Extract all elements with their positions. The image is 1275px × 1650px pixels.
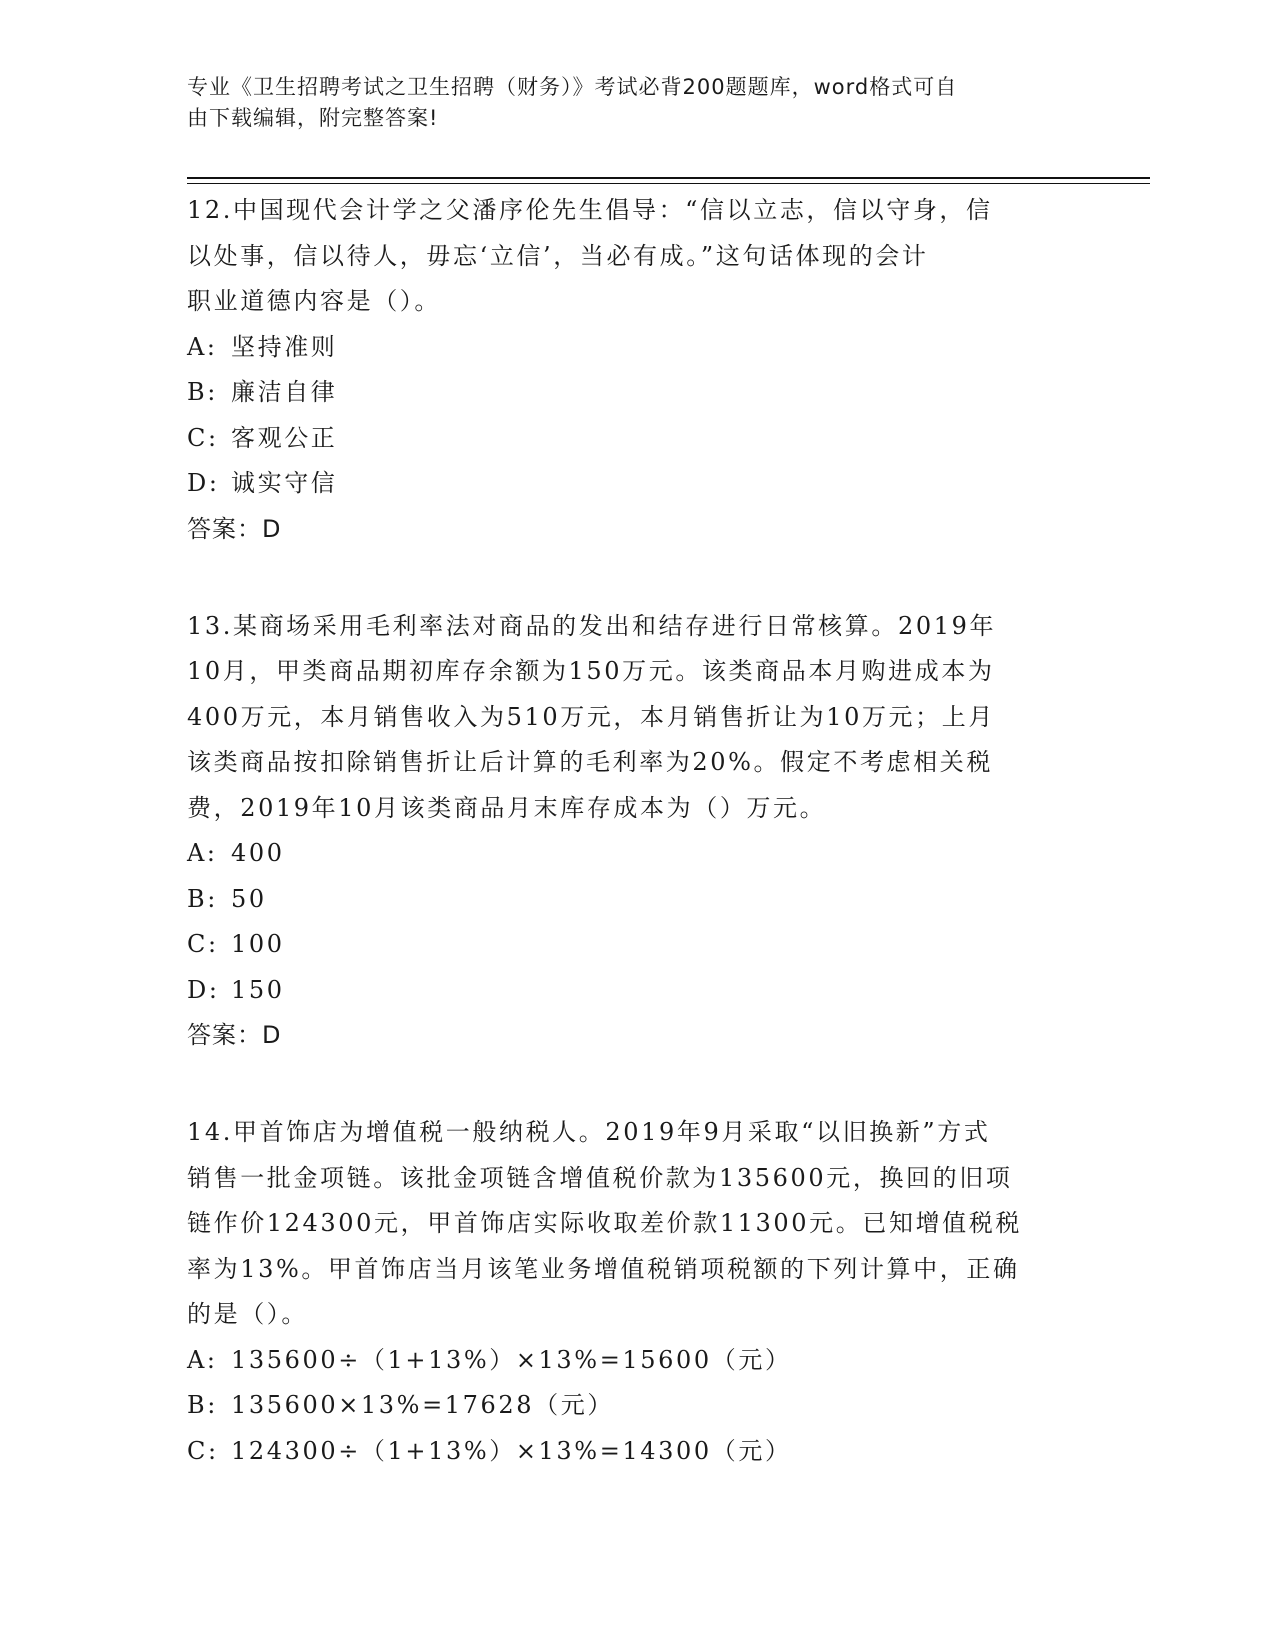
question-stem-line: 400万元，本月销售收入为510万元，本月销售折让为10万元；上月 (187, 702, 995, 731)
question-13 (187, 604, 1087, 1059)
option-b (187, 1383, 1087, 1429)
question-stem-line: 13.某商场采用毛利率法对商品的发出和结存进行日常核算。2019年 (187, 611, 997, 640)
option-b (187, 370, 1087, 416)
option-text: 客观公正 (231, 423, 338, 452)
option-text: 坚持准则 (231, 332, 338, 361)
option-b (187, 877, 1087, 923)
question-spacer (187, 552, 1087, 604)
option-letter: B: (187, 1391, 218, 1419)
question-stem-line: 10月，甲类商品期初库存余额为150万元。该类商品本月购进成本为 (187, 657, 995, 685)
option-letter: B: (187, 378, 218, 406)
question-14 (187, 1110, 1087, 1474)
question-stem-line: 费，2019年10月该类商品月末库存成本为（）万元。 (187, 793, 827, 822)
header-divider-thick (187, 177, 1150, 179)
question-list (187, 188, 1087, 1474)
question-stem-line: 14.甲首饰店为增值税一般纳税人。2019年9月采取“以旧换新”方式 (187, 1118, 991, 1146)
option-a (187, 325, 1087, 371)
answer-line: 答案：D (187, 1021, 282, 1049)
option-letter: A: (187, 839, 218, 867)
question-stem-line: 职业道德内容是（）。 (187, 287, 441, 315)
option-text: 135600×13%=17628（元） (231, 1391, 614, 1419)
question-stem-line: 12.中国现代会计学之父潘序伦先生倡导：“信以立志，信以守身，信 (187, 196, 993, 224)
option-letter: A: (187, 332, 218, 361)
option-letter: B: (187, 884, 218, 913)
option-d (187, 461, 1087, 507)
option-c (187, 922, 1087, 968)
option-text: 50 (231, 884, 267, 913)
option-text: 100 (231, 930, 285, 958)
option-letter: A: (187, 1345, 218, 1374)
question-stem-line: 链作价124300元，甲首饰店实际收取差价款11300元。已知增值税税 (187, 1209, 1022, 1237)
option-text: 135600÷（1+13%）×13%=15600（元） (231, 1345, 792, 1374)
option-letter: D: (187, 975, 220, 1004)
option-text: 150 (231, 975, 285, 1004)
question-spacer (187, 1058, 1087, 1110)
header-line-1: 专业《卫生招聘考试之卫生招聘（财务）》考试必背200题题库，word格式可自 (187, 75, 958, 99)
option-letter: C: (187, 423, 219, 452)
option-letter: D: (187, 469, 220, 497)
question-stem-line: 销售一批金项链。该批金项链含增值税价款为135600元，换回的旧项 (187, 1163, 1013, 1192)
header-line-2: 由下载编辑，附完整答案! (187, 106, 439, 130)
question-stem-line: 该类商品按扣除销售折让后计算的毛利率为20%。假定不考虑相关税 (187, 748, 993, 776)
question-stem-line: 率为13%。甲首饰店当月该笔业务增值税销项税额的下列计算中，正确 (187, 1254, 1020, 1283)
option-c (187, 416, 1087, 462)
option-a (187, 1338, 1087, 1384)
question-stem-line: 以处事，信以待人，毋忘‘立信’，当必有成。”这句话体现的会计 (187, 241, 929, 270)
answer-line: 答案：D (187, 514, 282, 543)
header-divider-thin (187, 183, 1150, 184)
option-text: 廉洁自律 (231, 378, 338, 406)
option-letter: C: (187, 930, 219, 958)
option-text: 400 (231, 839, 285, 867)
question-stem-line: 的是（）。 (187, 1300, 308, 1328)
option-text: 诚实守信 (231, 469, 338, 497)
option-d (187, 968, 1087, 1014)
option-a (187, 831, 1087, 877)
document-header (187, 72, 1067, 134)
option-text: 124300÷（1+13%）×13%=14300（元） (231, 1436, 792, 1465)
option-c (187, 1429, 1087, 1475)
question-12 (187, 188, 1087, 552)
option-letter: C: (187, 1436, 219, 1465)
